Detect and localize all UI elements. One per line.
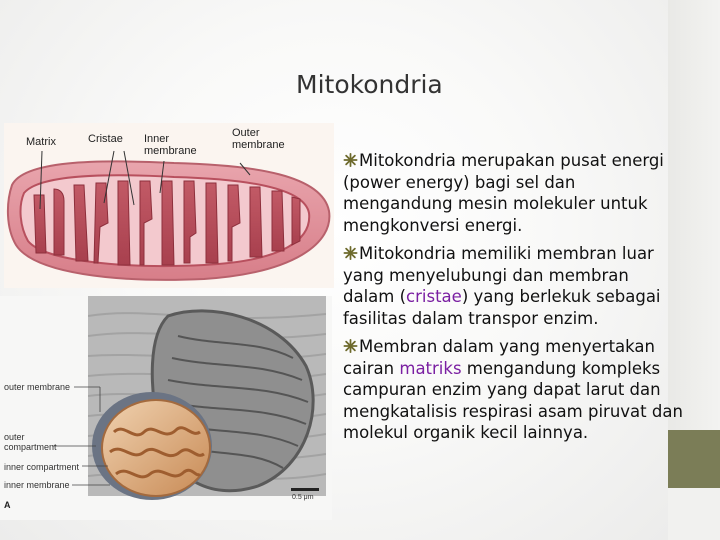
label-inner-compartment: inner compartment: [4, 462, 80, 472]
label-outer-compartment-1: outer: [4, 432, 25, 442]
bullet-3-highlight-matriks: matriks: [399, 358, 462, 378]
slide-title: Mitokondria: [296, 70, 443, 99]
bullet-item-3: [343, 336, 683, 444]
label-matrix: Matrix: [26, 136, 56, 148]
bullet-2-highlight-cristae: cristae: [406, 287, 462, 306]
mitochondrion-diagram: [4, 123, 334, 288]
bottom-figure-pointer-lines: [0, 382, 110, 512]
bullet-list: [343, 150, 683, 451]
bullet-3-text-before: Membran dalam yang menyertakan cairan: [343, 337, 655, 378]
label-inner-membrane-2: membrane: [144, 145, 197, 157]
star-bullet-icon: [343, 246, 358, 260]
label-outer-membrane-1: Outer: [232, 127, 260, 139]
figure-letter: A: [4, 500, 11, 510]
label-outer-membrane-bottom: outer membrane: [4, 382, 71, 392]
label-outer-compartment-2: compartment: [4, 442, 57, 452]
label-inner-membrane-1: Inner: [144, 133, 170, 145]
bullet-item-2: [343, 243, 683, 329]
bullet-2-text-after: ) yang berlekuk sebagai fasilitas dalam transpor enzim.: [343, 287, 661, 328]
bullet-1-text: Mitokondria merupakan pusat energi (power energy) bagi sel dan mengandung mesin molekuler untuk mengkonversi energi.: [343, 151, 664, 235]
label-outer-membrane-2: membrane: [232, 139, 285, 151]
side-band-bottom-light: [668, 488, 720, 540]
star-bullet-icon: [343, 339, 358, 353]
scale-label: 0.5 μm: [292, 494, 314, 501]
bullet-3-text-after: mengandung kompleks campuran enzim yang dapat larut dan mengkatalisis respirasi asam piruvat dan molekul organik kecil lainnya.: [343, 358, 683, 442]
star-bullet-icon: [343, 153, 358, 167]
bullet-item-1: [343, 150, 683, 236]
mitochondrion-micrograph-figure: [0, 296, 332, 520]
label-cristae: Cristae: [88, 133, 123, 145]
bullet-2-text-before: Mitokondria memiliki membran luar yang menyelubungi dan membran dalam (: [343, 244, 654, 306]
label-inner-membrane-bottom: inner membrane: [4, 480, 70, 490]
